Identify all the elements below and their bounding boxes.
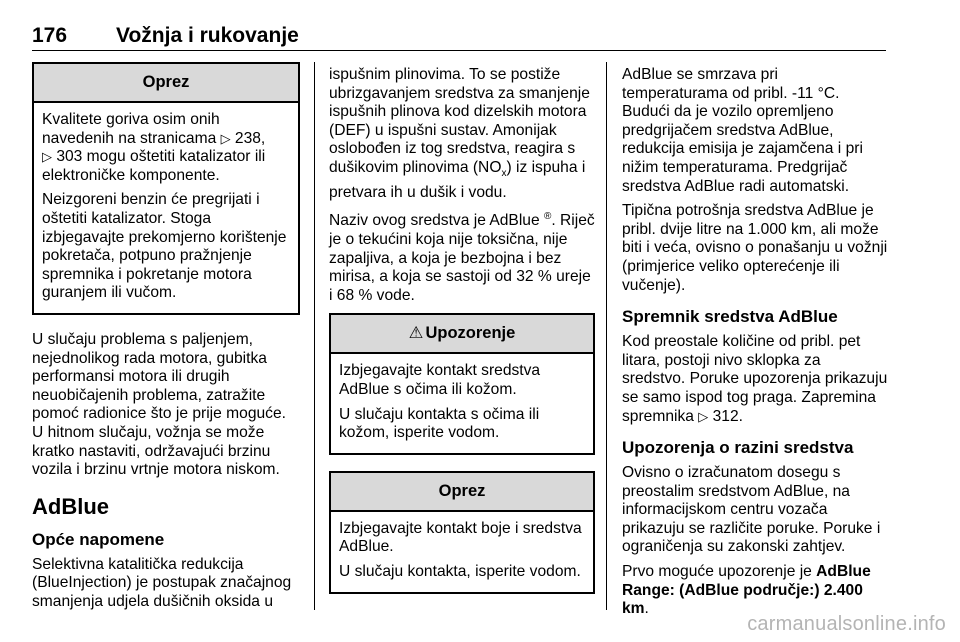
arrow-right-icon: ▷: [698, 408, 709, 424]
running-title: Vožnja i rukovanje: [116, 24, 299, 47]
paragraph-range-messages: Ovisno o izračunatom dosegu s preostalim sredstvom AdBlue, na informacijskom centru vozača prikazuju se različite poruke. Poruke i ograničenja su zakonski zahtjev.: [622, 464, 881, 556]
page-number: 176: [32, 24, 68, 47]
caution-text-1: Izbjegavajte kontakt boje i sredstva AdBlue.: [339, 519, 582, 556]
column-1: [32, 62, 300, 617]
warning-box-title: ⚠ Upozorenje: [331, 315, 593, 354]
paragraph-ignition: U slučaju problema s paljenjem, nejednolikog rada motora, gubitka performansi motora ili drugih neuobičajenih problema, zatražite pomoć radionice što je prije moguće. U hitnom slučaju, vožnja se može kratko nastaviti, održavajući brzinu vozila i brzinu vrtnje motora niskom.: [32, 330, 286, 479]
warning-box: [329, 313, 595, 454]
warning-triangle-icon: ⚠: [408, 324, 424, 343]
watermark: carmanualsonline.info: [747, 613, 946, 635]
caution-text-2: Neizgoreni benzin će pregrijati i oštetiti katalizator. Stoga izbjegavajte prekomjerno korištenje pokretača, potpuno pražnjenje spremnika i pokretanje motora guranjem ili vučom.: [42, 191, 287, 302]
paragraph-exhaust: ispušnim plinovima. To se postiže ubrizgavanjem sredstva za smanjenje ispušnih plinova kod dizelskih motora (DEF) u ispušni sustav. Amonijak oslobođen iz tog sredstva, reagira s dušikovim plinovima $(NO_x)$ iz ispuha i pretvara ih u dušik i vodu.: [329, 66, 590, 201]
column-divider-1: [314, 62, 315, 610]
header-rule: [32, 50, 886, 51]
caution-box-title: Oprez: [331, 473, 593, 512]
column-divider-2: [606, 62, 607, 610]
caution-box-fuel: [32, 62, 300, 315]
warning-text-2: U slučaju kontakta s očima ili kožom, isperite vodom.: [339, 405, 540, 442]
caution-text-2: U slučaju kontakta, isperite vodom.: [339, 562, 581, 580]
section-heading-adblue: AdBlue: [32, 493, 109, 519]
warning-text-1: Izbjegavajte kontakt sredstva AdBlue s očima ili kožom.: [339, 362, 541, 399]
arrow-right-icon: ▷: [42, 149, 52, 165]
column-3: [622, 66, 888, 625]
caution-box-title: Oprez: [34, 64, 298, 103]
paragraph-consumption: Tipična potrošnja sredstva AdBlue je pribl. dvije litre na 1.000 km, ali može biti i veća, ovisno o ponašanju u vožnji (primjerice veliko opterećenje ili vučenje).: [622, 202, 888, 294]
arrow-right-icon: ▷: [220, 130, 231, 146]
paragraph-adblue-name: Naziv ovog sredstva je AdBlue ®. Riječ je o tekućini koja nije toksična, nije zapaljiva, a koja je bezbojna i bez mirisa, a koja se sastoji od 32 % ureje i 68 % vode.: [329, 211, 595, 304]
subheading-level-warnings: Upozorenja o razini sredstva: [622, 438, 854, 458]
paragraph-first-warning: Prvo moguće upozorenje je AdBlue Range: (AdBlue područje:) 2.400 km.: [622, 563, 871, 618]
subheading-tank: Spremnik sredstva AdBlue: [622, 307, 838, 327]
caution-text-1: Kvalitete goriva osim onih navedenih na stranicama ▷ 238, ▷ 303 mogu oštetiti katalizator ili elektroničke komponente.: [42, 111, 266, 184]
column-2: [329, 66, 595, 594]
subheading-general: Opće napomene: [32, 529, 165, 549]
caution-box-paint: [329, 471, 595, 594]
paragraph-scr: Selektivna katalitička redukcija (BlueInjection) je postupak značajnog smanjenja udjela dušičnih oksida u: [32, 555, 292, 610]
paragraph-freezing: AdBlue se smrzava pri temperaturama od pribl. -11 °C. Budući da je vozilo opremljeno predgrijačem sredstva AdBlue, redukcija emisija je zajamčena i pri nižim temperaturama. Predgrijač sredstva AdBlue radi automatski.: [622, 66, 863, 195]
paragraph-tank: Kod preostale količine od pribl. pet litara, postoji nivo sklopka za sredstvo. Poruke upozorenja prikazuju se samo ispod tog praga. Zapremina spremnika ▷ 312.: [622, 333, 888, 425]
